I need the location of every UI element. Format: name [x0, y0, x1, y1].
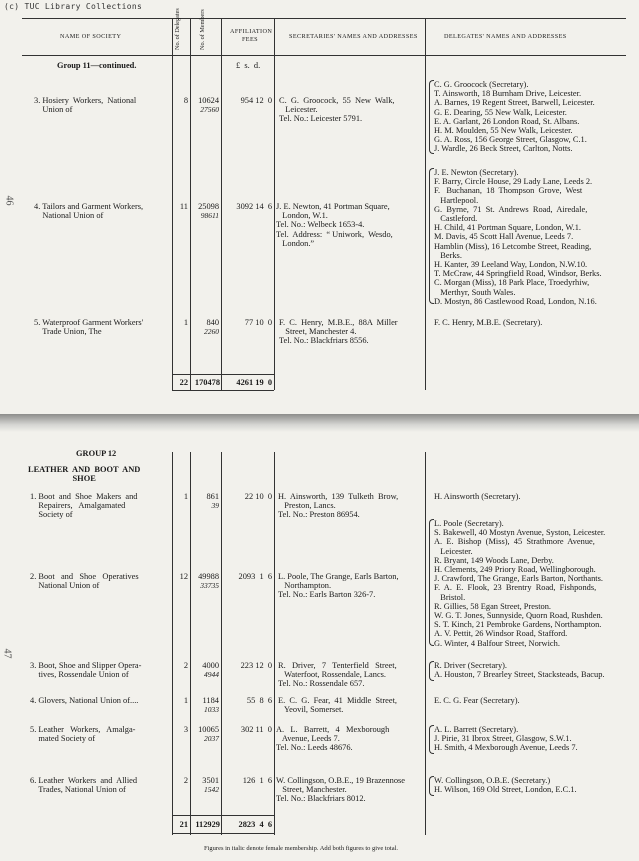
- society-name: 2. Boot and Shoe Operatives National Union of: [30, 572, 139, 591]
- page-number: 46: [3, 195, 15, 206]
- page-46: [0, 0, 639, 414]
- female-count: 1033: [204, 705, 219, 714]
- total-rule: [172, 815, 274, 816]
- total-fees: 4261 19 0: [236, 378, 272, 387]
- page-47: [0, 432, 639, 861]
- delegate-list: J. E. Newton (Secretary). F. Barry, Circle House, 29 Lady Lane, Leeds 2. F. Buchanan, 18 Thompson Grove, West Hartlepool. G. Byrne, 71 St. Andrews Road, Airedale, Castleford. H. Child, 41 Portman Square, London, W.1. M. Davis, 45 Scott Hall Avenue, Leeds 7. Hamblin (Miss), 16 Letcombe Street, Reading, Berks. H. Kanter, 39 Leeland Way, London, N.W.10. T. McCraw, 44 Springfield Road, Windsor, Berks. C. Morgan (Miss), 18 Park Place, Troedyrhiw, Merthyr, South Wales. D. Mostyn, 86 Castlewood Road, London, N.16.: [434, 168, 602, 306]
- col-rule: [172, 452, 173, 835]
- delegate-count: 11: [179, 202, 188, 211]
- society-name: 4. Glovers, National Union of....: [30, 696, 139, 705]
- fees: 954 12 0: [240, 96, 272, 105]
- member-count: 840: [206, 318, 219, 327]
- delegate-list: C. G. Groocock (Secretary). T. Ainsworth, 18 Burnham Drive, Leicester. A. Barnes, 19 Regent Street, Barwell, Leicester. G. E. Dearing, 55 New Walk, Leicester. E. A. Garlant, 26 London Road, St. Albans. H. M. Moulden, 55 New Walk, Leicester. G. A. Ross, 156 George Street, Glasgow, C.1. J. Wardle, 26 Beck Street, Carlton, Notts.: [434, 80, 595, 154]
- delegate-list: E. C. G. Fear (Secretary).: [434, 696, 520, 705]
- delegate-count: 8: [183, 96, 188, 105]
- female-count: 2037: [204, 734, 219, 743]
- header-rule-top: [22, 18, 626, 19]
- delegate-count: 1: [183, 492, 188, 501]
- total-members: 112929: [195, 820, 220, 829]
- member-count: 861: [206, 492, 219, 501]
- member-count: 10624: [198, 96, 219, 105]
- total-members: 170478: [194, 378, 220, 387]
- total-rule: [172, 390, 274, 391]
- fees: 77 10 0: [244, 318, 272, 327]
- delegate-list: W. Collingson, O.B.E. (Secretary.) H. Wilson, 169 Old Street, London, E.C.1.: [434, 776, 577, 795]
- secretary-address: L. Poole, The Grange, Earls Barton, Northampton. Tel. No.: Earls Barton 326-7.: [278, 572, 399, 600]
- society-name: 5. Waterproof Garment Workers' Trade Union, The: [34, 318, 144, 337]
- footnote: Figures in italic denote female membership. Add both figures to give total.: [204, 845, 399, 852]
- female-count: 33735: [200, 581, 219, 590]
- col-rule: [274, 452, 275, 835]
- header-rule-bottom: [22, 55, 626, 56]
- col-rule: [172, 18, 173, 390]
- delegate-list: R. Driver (Secretary). A. Houston, 7 Brearley Street, Stacksteads, Bacup.: [434, 661, 605, 680]
- secretary-address: W. Collingson, O.B.E., 19 Brazennose Street, Manchester. Tel. No.: Blackfriars 8012.: [276, 776, 406, 804]
- member-count: 49988: [198, 572, 219, 581]
- female-count: 2260: [204, 327, 219, 336]
- fees: 302 11 0: [240, 725, 272, 734]
- secretary-address: A. L. Barrett, 4 Mexborough Avenue, Leeds 7. Tel. No.: Leeds 48676.: [276, 725, 390, 753]
- col-rule: [425, 452, 426, 835]
- female-count: 4944: [204, 670, 219, 679]
- group-subtitle: LEATHER AND BOOT AND SHOE: [28, 465, 141, 484]
- fees: 2093 1 6: [238, 572, 272, 581]
- member-count: 1184: [202, 696, 219, 705]
- currency-header: £ s. d.: [236, 61, 261, 70]
- col-rule: [425, 18, 426, 390]
- col-rule: [274, 18, 275, 390]
- society-name: 1. Boot and Shoe Makers and Repairers, Amalgamated Society of: [30, 492, 138, 520]
- member-count: 4000: [202, 661, 219, 670]
- female-count: 98611: [200, 211, 219, 220]
- total-fees: 2823 4 6: [238, 820, 272, 829]
- secretary-address: H. Ainsworth, 139 Tulketh Brow, Preston, Lancs. Tel. No.: Preston 86954.: [278, 492, 399, 520]
- society-name: 3. Hosiery Workers, National Union of: [34, 96, 137, 115]
- header-secretaries: SECRETARIES' NAMES AND ADDRESSES: [289, 33, 418, 40]
- delegate-count: 12: [179, 572, 188, 581]
- society-name: 5. Leather Workers, Amalga- mated Society of: [30, 725, 136, 744]
- col-rule: [221, 18, 222, 390]
- delegate-count: 2: [183, 776, 188, 785]
- header-name: NAME OF SOCIETY: [60, 33, 122, 40]
- delegate-list: L. Poole (Secretary). S. Bakewell, 40 Mostyn Avenue, Syston, Leicester. A. E. Bishop (Miss), 45 Strathmore Avenue, Leicester. R. Bryant, 149 Woods Lane, Derby. H. Clements, 249 Priory Road, Wellingborough. J. Crawford, The Grange, Earls Barton, Northants. F. A. E. Flook, 23 Brentry Road, Fishponds, Bristol. R. Gillies, 58 Egan Street, Preston. W. G. T. Jones, Sunnyside, Quorn Road, Rushden. S. T. Kinch, 21 Pembroke Gardens, Northampton. A. V. Pettit, 26 Windsor Road, Stafford. G. Winter, 4 Balfour Street, Norwich.: [434, 519, 606, 648]
- fees: 22 10 0: [244, 492, 272, 501]
- delegate-list: F. C. Henry, M.B.E. (Secretary).: [434, 318, 543, 327]
- secretary-address: J. E. Newton, 41 Portman Square, London, W.1. Tel. No.: Welbeck 1653-4. Tel. Address: “ Uniwork, Wesdo, London.”: [276, 202, 393, 248]
- group-title: Group 11—continued.: [57, 61, 137, 70]
- total-delegates: 22: [179, 378, 188, 387]
- female-count: 27560: [200, 105, 219, 114]
- society-name: 4. Tailors and Garment Workers, National Union of: [34, 202, 144, 221]
- delegate-list: H. Ainsworth (Secretary).: [434, 492, 521, 501]
- delegate-count: 1: [183, 696, 188, 705]
- member-count: 25098: [198, 202, 219, 211]
- fees: 126 1 6: [242, 776, 272, 785]
- header-fees: AFFILIATION FEES: [230, 28, 273, 43]
- group-title: GROUP 12: [76, 449, 117, 458]
- female-count: 1542: [204, 785, 219, 794]
- total-delegates: 21: [179, 820, 188, 829]
- female-count: 39: [211, 501, 219, 510]
- fees: 55 8 6: [246, 696, 272, 705]
- col-rule: [190, 18, 191, 390]
- secretary-address: R. Driver, 7 Tenterfield Street, Waterfoot, Rossendale, Lancs. Tel. No.: Rossendale 657.: [278, 661, 397, 689]
- watermark: (c) TUC Library Collections: [4, 2, 143, 11]
- page-fold: [0, 414, 639, 432]
- col-rule: [221, 452, 222, 835]
- delegate-count: 3: [183, 725, 188, 734]
- secretary-address: C. G. Groocock, 55 New Walk, Leicester. Tel. No.: Leicester 5791.: [279, 96, 395, 124]
- fees: 223 12 0: [240, 661, 272, 670]
- secretary-address: F. C. Henry, M.B.E., 88A Miller Street, Manchester 4. Tel. No.: Blackfriars 8556.: [279, 318, 398, 346]
- delegate-count: 1: [183, 318, 188, 327]
- header-members: No. of Members: [199, 9, 206, 50]
- member-count: 10065: [198, 725, 219, 734]
- header-delegate-names: DELEGATES' NAMES AND ADDRESSES: [444, 33, 567, 40]
- col-rule: [190, 452, 191, 835]
- member-count: 3501: [202, 776, 219, 785]
- total-rule: [172, 833, 274, 834]
- society-name: 3. Boot, Shoe and Slipper Opera- tives, Rossendale Union of: [30, 661, 142, 680]
- society-name: 6. Leather Workers and Allied Trades, National Union of: [30, 776, 138, 795]
- total-rule: [172, 374, 274, 375]
- delegate-count: 2: [183, 661, 188, 670]
- delegate-list: A. L. Barrett (Secretary). J. Pirie, 31 Ibrox Street, Glasgow, S.W.1. H. Smith, 4 Mexborough Avenue, Leeds 7.: [434, 725, 578, 753]
- fees: 3092 14 6: [236, 202, 272, 211]
- header-delegates: No. of Delegates: [174, 8, 181, 50]
- page-number: 47: [1, 648, 13, 659]
- secretary-address: E. C. G. Fear, 41 Middle Street, Yeovil, Somerset.: [278, 696, 397, 715]
